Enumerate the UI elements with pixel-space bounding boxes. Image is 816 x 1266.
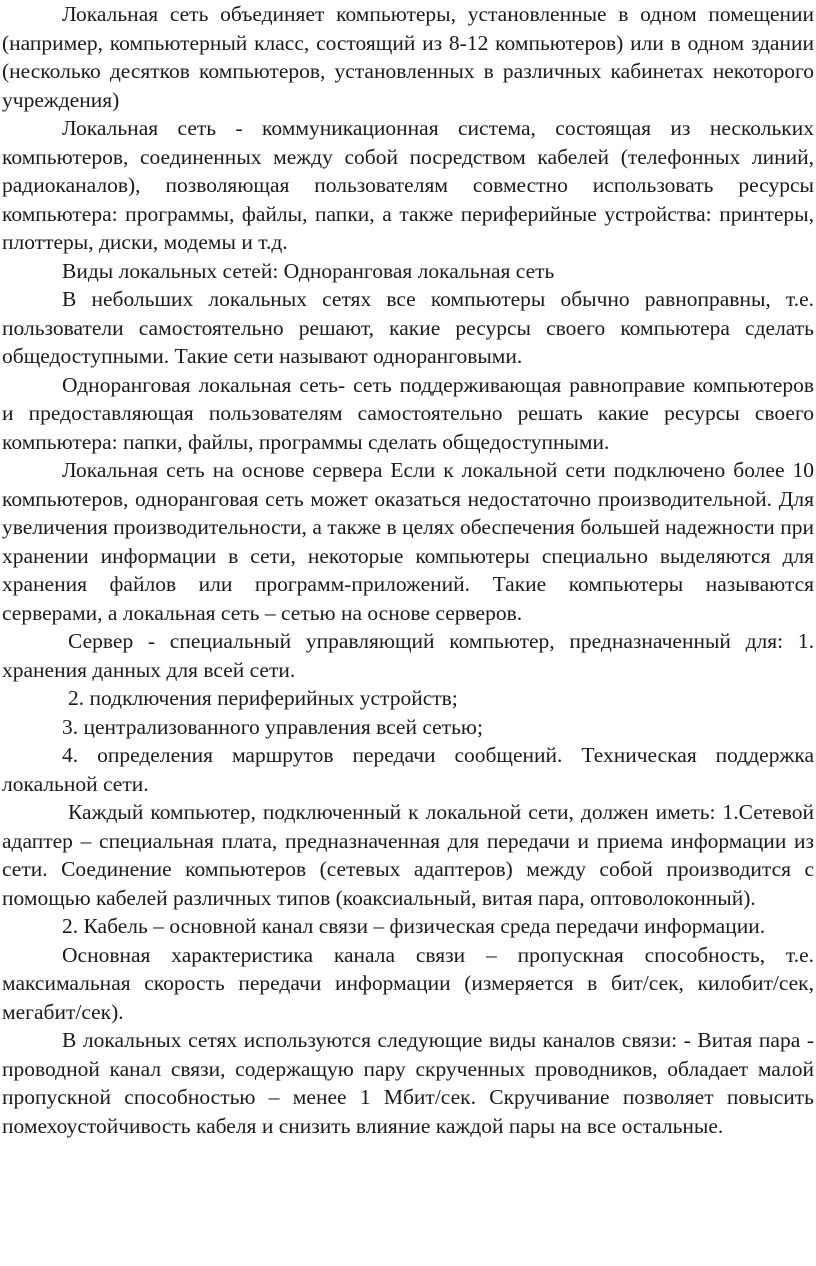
paragraph-network-adapter: Каждый компьютер, подключенный к локальной сети, должен иметь: 1.Сетевой адаптер – специальная плата, предназначенная для передачи и приема информации из сети. Соединение компьютеров (сетевых адаптеров) между собой производится с помощью кабелей различных типов (коаксиальный, витая пара, оптоволоконный). xyxy=(2,800,814,910)
list-item-peripherals: 2. подключения периферийных устройств; xyxy=(68,686,458,710)
paragraph-network-types: Виды локальных сетей: Одноранговая локальная сеть xyxy=(62,258,555,283)
paragraph-peer-to-peer: Одноранговая локальная сеть- сеть поддерживающая равноправие компьютеров и предоставляющая пользователям самостоятельно решать какие ресурсы своего компьютера: папки, файлы, программы сделать общедоступными. xyxy=(2,372,814,454)
paragraph-cable: 2. Кабель – основной канал связи – физическая среда передачи информации. xyxy=(62,914,766,938)
paragraph-server-definition: Сервер - специальный управляющий компьютер, предназначенный для: 1. хранения данных для всей сети. xyxy=(2,629,814,682)
list-item-routing: 4. определения маршрутов передачи сообщений. Техническая поддержка локальной сети. xyxy=(2,743,814,796)
paragraph-local-network-definition: Локальная сеть объединяет компьютеры, установленные в одном помещении (например, компьютерный класс, состоящий из 8-12 компьютеров) или в одном здании (несколько десятков компьютеров, установленных в различных кабинетах некоторого учреждения) xyxy=(2,2,814,112)
paragraph-twisted-pair: В локальных сетях используются следующие виды каналов связи: - Витая пара - проводной канал связи, содержащую пару скрученных проводников, обладает малой пропускной способностью – менее 1 Мбит/сек. Скручивание позволяет повысить помехоустойчивость кабеля и снизить влияние каждой пары на все остальные. xyxy=(2,1028,814,1138)
paragraph-small-networks: В небольших локальных сетях все компьютеры обычно равноправны, т.е. пользователи самостоятельно решают, какие ресурсы своего компьютера сделать общедоступными. Такие сети называют одноранговыми. xyxy=(2,287,814,368)
paragraph-communication-system: Локальная сеть - коммуникационная система, состоящая из нескольких компьютеров, соединенных между собой посредством кабелей (телефонных линий, радиоканалов), позволяющая пользователям совместно использовать ресурсы компьютера: программы, файлы, папки, а также периферийные устройства: принтеры, плоттеры, диски, модемы и т.д. xyxy=(2,116,814,254)
paragraph-server-based: Локальная сеть на основе сервера Если к локальной сети подключено более 10 компьютеров, одноранговая сеть может оказаться недостаточно производительной. Для увеличения производительности, а также в целях обеспечения большей надежности при хранении информации в сети, некоторые компьютеры специально выделяются для хранения файлов или программ-приложений. Такие компьютеры называются серверами, а локальная сеть – сетью на основе серверов. xyxy=(2,458,814,625)
list-item-centralized-management: 3. централизованного управления всей сетью; xyxy=(62,714,483,739)
paragraph-bandwidth: Основная характеристика канала связи – пропускная способность, т.е. максимальная скорость передачи информации (измеряется в бит/сек, килобит/сек, мегабит/сек). xyxy=(2,942,814,1024)
